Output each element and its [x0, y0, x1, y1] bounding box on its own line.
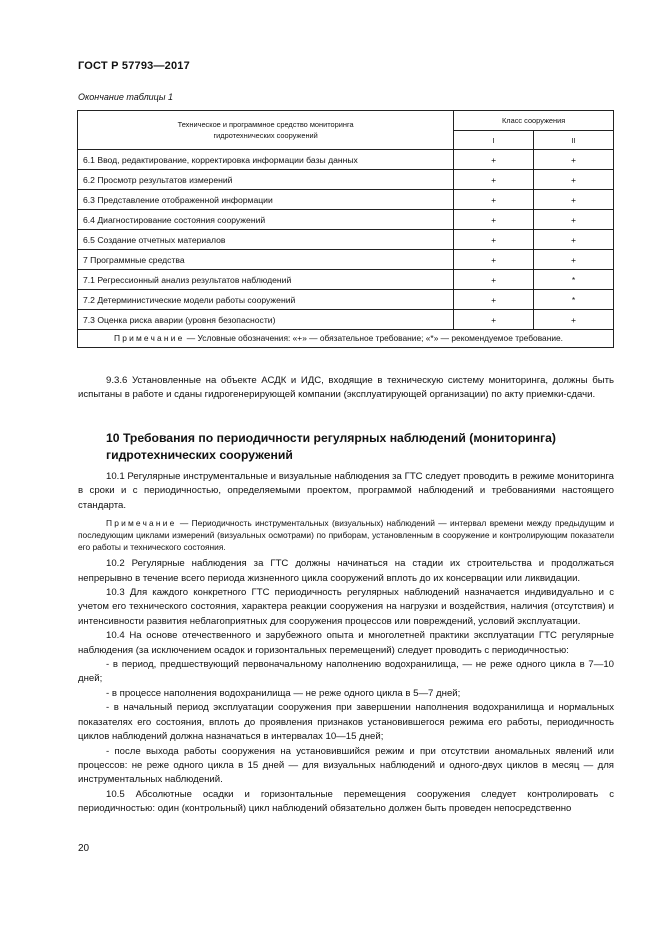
tech-column-header	[78, 111, 454, 150]
paragraph: 10.2 Регулярные наблюдения за ГТС должны начинаться на стадии их строительства и продолжаться непрерывно в течение всего периода жизненного цикла сооружений вплоть до их консервации или ликвидации.	[78, 558, 614, 584]
class-1-mark: +	[454, 150, 534, 170]
paragraph: 10.4 На основе отечественного и зарубежного опыта и многолетней практики эксплуатации ГТС регулярные наблюдения (за исключением осадок и горизонтальных перемещений) следует проводить с периодичностью:	[78, 630, 614, 656]
row-label: 7 Программные средства	[78, 250, 454, 270]
class-1-mark: +	[454, 170, 534, 190]
page-number: 20	[78, 843, 90, 854]
row-label: 6.3 Представление отображенной информации	[78, 190, 454, 210]
class-2-mark: +	[534, 150, 614, 170]
table-row	[78, 170, 614, 190]
table-note	[78, 330, 614, 348]
class-1-header: I	[454, 131, 534, 150]
note-label: Примечание	[106, 518, 177, 529]
note-paragraph	[78, 517, 614, 553]
row-label: 6.5 Создание отчетных материалов	[78, 230, 454, 250]
table-row	[78, 230, 614, 250]
monitoring-table	[77, 110, 614, 348]
class-2-mark: +	[534, 230, 614, 250]
class-1-mark: +	[454, 270, 534, 290]
class-2-mark: *	[534, 270, 614, 290]
class-2-mark: +	[534, 310, 614, 330]
list-item: - в начальный период эксплуатации сооружения при завершении наполнения водохранилища и нормальных показателях его состояния, вплоть до проявления признаков установившегося режима его работы, периодичность циклов наблюдений должна назначаться в интервалах 10—15 дней;	[78, 702, 614, 743]
tech-header-line1: Техническое и программное средство мониторинга	[177, 120, 354, 129]
table-row	[78, 150, 614, 170]
paragraph: 10.5 Абсолютные осадки и горизонтальные перемещения сооружения следует контролировать с периодичностью: один (контрольный) цикл наблюдений обязательно должен быть проведен непосредственно	[78, 788, 614, 815]
table-row	[78, 250, 614, 270]
paragraph: 10.1 Регулярные инструментальные и визуальные наблюдения за ГТС следует проводить в режиме мониторинга в сроки и с периодичностью, определяемыми проектом, программой наблюдений и требованиями настоящего стандарта.	[78, 471, 614, 511]
note-text: — Периодичность инструментальных (визуальных) наблюдений — интервал времени между предыдущим и последующим циклами измерений (визуальных осмотрами) по приборам, установленным в сооружение и контролирующим показатели его работы и технического состояния.	[78, 518, 614, 553]
paragraph: 10.3 Для каждого конкретного ГТС периодичность регулярных наблюдений назначается индивидуально и с учетом его технического состояния, характера реакции сооружения на нагрузки и воздействия, наличия (отсутствия) и интенсивности развития неблагоприятных для сооружения процессов или повреждений, условий эксплуатации.	[78, 587, 614, 627]
section-10-body	[78, 470, 614, 817]
class-1-mark: +	[454, 310, 534, 330]
row-label: 7.2 Детерминистические модели работы сооружений	[78, 290, 454, 310]
class-1-mark: +	[454, 250, 534, 270]
table-row	[78, 270, 614, 290]
section-title: 10 Требования по периодичности регулярных наблюдений (мониторинга) гидротехнических сооружений	[106, 431, 556, 462]
row-label: 6.4 Диагностирование состояния сооружений	[78, 210, 454, 230]
table-row	[78, 190, 614, 210]
class-1-mark: +	[454, 230, 534, 250]
class-2-mark: +	[534, 190, 614, 210]
table-note-row	[78, 330, 614, 348]
paragraph: 9.3.6 Установленные на объекте АСДК и ИДС, входящие в техническую систему мониторинга, должны быть испытаны в работе и сданы гидрогенерирующей компании (эксплуатирующей организации) по акту приемки-сдачи.	[78, 375, 614, 401]
clause-9-3-6	[78, 374, 614, 403]
class-2-mark: +	[534, 210, 614, 230]
table-row	[78, 310, 614, 330]
row-label: 6.1 Ввод, редактирование, корректировка информации базы данных	[78, 150, 454, 170]
list-item: - в период, предшествующий первоначальному наполнению водохранилища, — не реже одного цикла в 7—10 дней;	[78, 659, 614, 685]
row-label: 7.3 Оценка риска аварии (уровня безопасности)	[78, 310, 454, 330]
class-1-mark: +	[454, 210, 534, 230]
class-1-mark: +	[454, 290, 534, 310]
class-column-header: Класс сооружения	[454, 111, 614, 131]
note-text: — Условные обозначения: «+» — обязательное требование; «*» — рекомендуемое требование.	[184, 333, 564, 343]
row-label: 6.2 Просмотр результатов измерений	[78, 170, 454, 190]
list-item: - после выхода работы сооружения на установившийся режим и при отсутствии аномальных явлений или процессов: не реже одного цикла в 15 дней — для визуальных наблюдений и одного-двух циклов в месяц — для инструментальных наблюдений.	[78, 745, 614, 786]
row-label: 7.1 Регрессионный анализ результатов наблюдений	[78, 270, 454, 290]
table-header-row	[78, 111, 614, 131]
tech-header-line2: гидротехнических сооружений	[213, 131, 318, 140]
table-row	[78, 210, 614, 230]
list-item: - в процессе наполнения водохранилища — не реже одного цикла в 5—7 дней;	[106, 687, 461, 699]
table-row	[78, 290, 614, 310]
class-2-mark: *	[534, 290, 614, 310]
table-caption: Окончание таблицы 1	[78, 92, 173, 102]
standard-header: ГОСТ Р 57793—2017	[78, 60, 190, 72]
class-2-header: II	[534, 131, 614, 150]
note-label: Примечание	[114, 333, 185, 343]
class-2-mark: +	[534, 170, 614, 190]
class-1-mark: +	[454, 190, 534, 210]
class-2-mark: +	[534, 250, 614, 270]
